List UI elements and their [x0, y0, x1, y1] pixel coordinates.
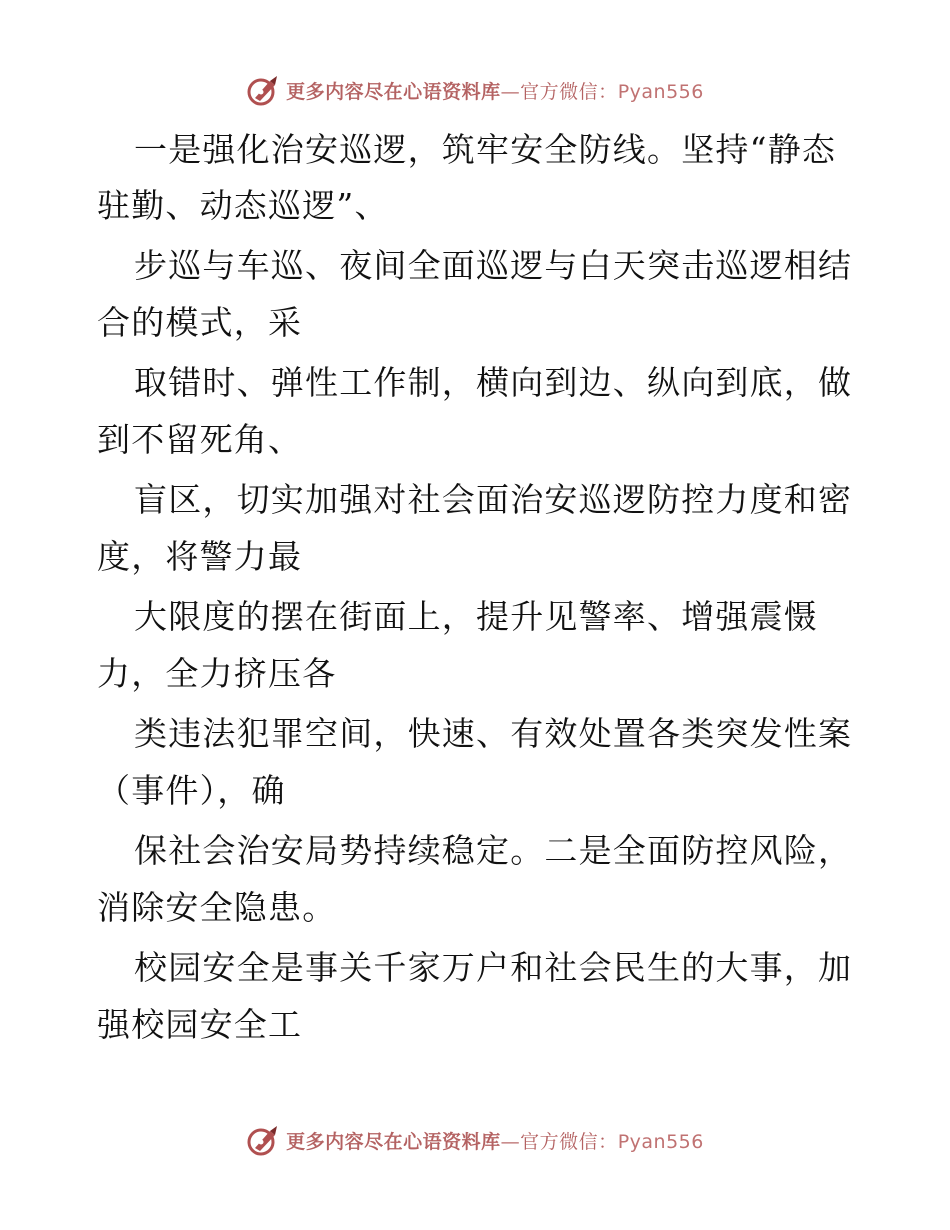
watermark-site: 更多内容尽在心语资料库 [286, 80, 501, 103]
pen-nib-logo-icon [246, 73, 280, 107]
watermark-wechat-id: Pyan556 [617, 80, 704, 103]
header-watermark [0, 70, 950, 110]
body-line: 取错时、弹性工作制，横向到边、纵向到底，做 [134, 363, 853, 402]
body-line: （事件），确 [97, 771, 286, 810]
body-line: 到不留死角、 [97, 420, 303, 459]
body-line: 类违法犯罪空间，快速、有效处置各类突发性案 [134, 714, 853, 753]
watermark-wechat-id: Pyan556 [617, 1130, 704, 1153]
watermark-group [246, 1123, 704, 1157]
watermark-wechat-label: 官方微信： [520, 80, 618, 103]
body-line: 大限度的摆在街面上，提升见警率、增强震慑 [134, 597, 818, 636]
body-line: 合的模式，采 [97, 303, 303, 342]
body-line: 盲区，切实加强对社会面治安巡逻防控力度和密 [134, 480, 853, 519]
watermark-dash: — [500, 80, 521, 103]
footer-watermark [0, 1120, 950, 1160]
body-line: 步巡与车巡、夜间全面巡逻与白天突击巡逻相结 [134, 246, 853, 285]
watermark-site: 更多内容尽在心语资料库 [286, 1130, 501, 1153]
body-line: 校园安全是事关千家万户和社会民生的大事，加 [134, 948, 853, 987]
body-line: 消除安全隐患。 [97, 888, 337, 927]
body-line: 保社会治安局势持续稳定。二是全面防控风险， [134, 831, 853, 870]
watermark-text [286, 77, 704, 104]
body-line: 度，将警力最 [97, 537, 303, 576]
pen-nib-logo-icon [246, 1123, 280, 1157]
body-line: 一是强化治安巡逻，筑牢安全防线。坚持“静态 [134, 130, 837, 169]
watermark-wechat-label: 官方微信： [520, 1130, 618, 1153]
body-line: 驻勤、动态巡逻”、 [97, 186, 389, 225]
body-line: 强校园安全工 [97, 1005, 303, 1044]
body-line: 力，全力挤压各 [97, 654, 337, 693]
watermark-dash: — [500, 1130, 521, 1153]
watermark-text [286, 1127, 704, 1154]
watermark-group [246, 73, 704, 107]
